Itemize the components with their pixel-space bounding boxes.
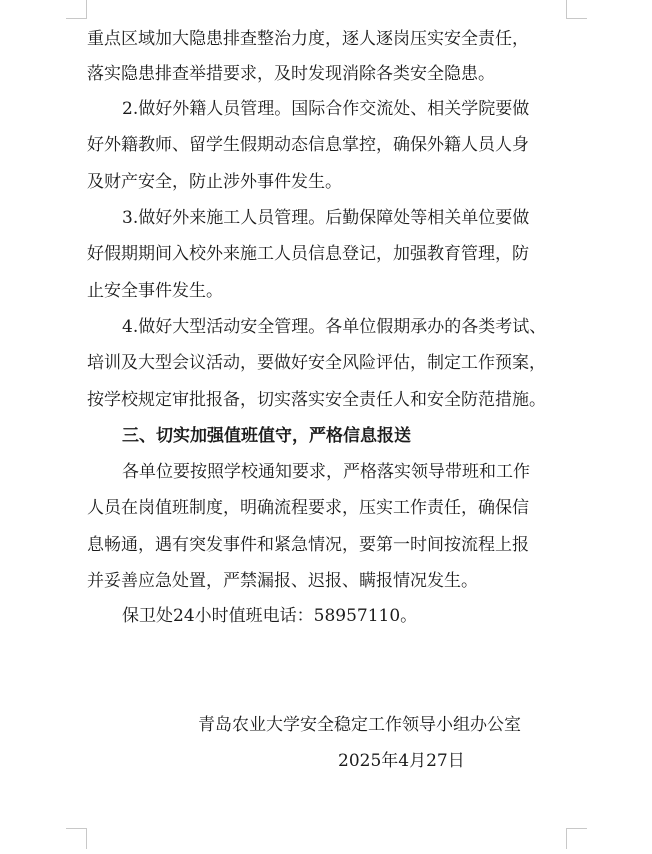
- item-3-line: 3.做好外来施工人员管理。后勤保障处等相关单位要做: [122, 208, 530, 228]
- section-heading: 三、切实加强值班值守，严格信息报送: [122, 426, 411, 446]
- signature-organization: 青岛农业大学安全稳定工作领导小组办公室: [198, 715, 521, 735]
- signature-date: 2025年4月27日: [338, 751, 465, 771]
- paragraph-line: 息畅通，遇有突发事件和紧急情况，要第一时间按流程上报: [87, 535, 529, 555]
- paragraph-line: 及财产安全，防止涉外事件发生。: [87, 172, 342, 192]
- item-4-line: 4.做好大型活动安全管理。各单位假期承办的各类考试、: [122, 317, 547, 337]
- hotline-line: 保卫处24小时值班电话：58957110。: [122, 606, 418, 626]
- page-corner-top-left: [66, 0, 87, 19]
- paragraph-line: 重点区域加大隐患排查整治力度，逐人逐岗压实安全责任，: [87, 29, 529, 49]
- paragraph-line: 并妥善应急处置，严禁漏报、迟报、瞒报情况发生。: [87, 571, 478, 591]
- paragraph-line: 按学校规定审批报备，切实落实安全责任人和安全防范措施。: [87, 390, 546, 410]
- paragraph-line: 好外籍教师、留学生假期动态信息掌控，确保外籍人员人身: [87, 135, 529, 155]
- page-corner-bottom-left: [66, 828, 87, 849]
- item-2-line: 2.做好外籍人员管理。国际合作交流处、相关学院要做: [122, 99, 530, 119]
- paragraph-line: 好假期期间入校外来施工人员信息登记，加强教育管理，防: [87, 244, 529, 264]
- paragraph-line: 各单位要按照学校通知要求，严格落实领导带班和工作: [122, 462, 530, 482]
- page-corner-top-right: [566, 0, 587, 19]
- page-corner-bottom-right: [566, 828, 587, 849]
- paragraph-line: 止安全事件发生。: [87, 281, 223, 301]
- paragraph-line: 落实隐患排查举措要求，及时发现消除各类安全隐患。: [87, 64, 495, 84]
- paragraph-line: 人员在岗值班制度，明确流程要求，压实工作责任，确保信: [87, 498, 529, 518]
- paragraph-line: 培训及大型会议活动，要做好安全风险评估，制定工作预案，: [87, 353, 546, 373]
